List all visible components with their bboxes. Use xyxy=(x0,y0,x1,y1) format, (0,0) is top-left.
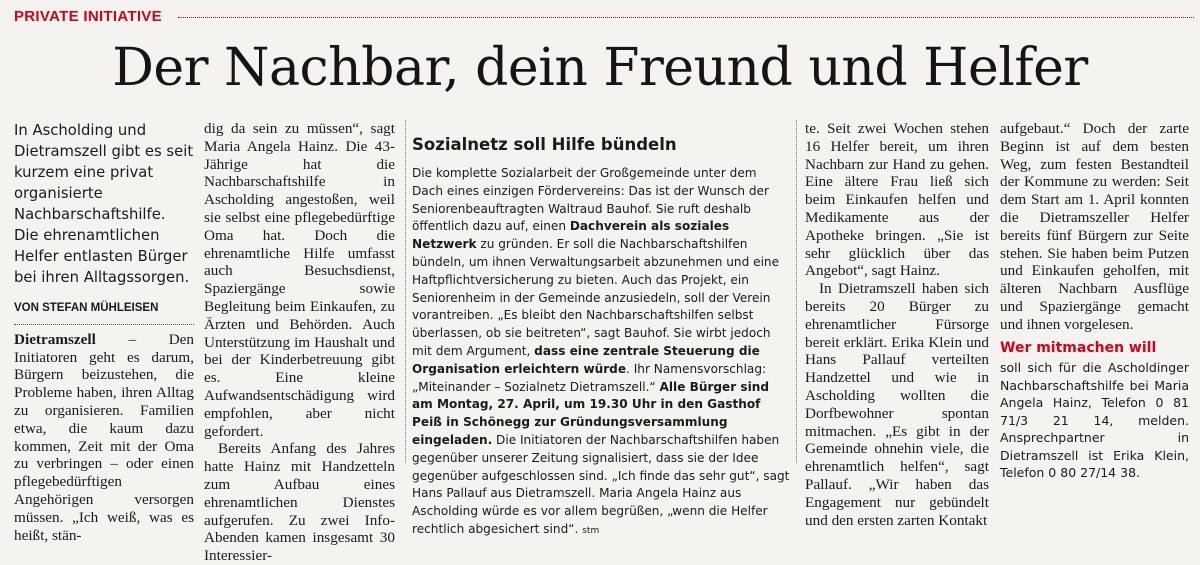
lead-paragraph: In Ascholding und Dietramszell gibt es seit kurzem eine privat organisierte Nachbarschaftshilfe. Die ehrenamtlichen Helfer entlasten Bürger bei ihren Alltagssorgen. xyxy=(14,122,194,286)
col3-paragraph-2: In Dietramszell haben sich bereits 20 Bürger zu ehrenamtlicher Fürsorge bereit erklärt. Erika Klein und Hans Pallauf verteilten Handzettel und wie in Ascholding wollten die Dorfbewohner spontan mitmachen. „Es gibt in der Gemeinde ohnehin viele, die ehrenamtlich helfen“, sagt Pallauf. „Wir haben das Engagement nur gebündelt und den ersten zarten Kontakt xyxy=(805,280,989,529)
info-heading: Wer mitmachen will xyxy=(1000,339,1157,356)
col2-paragraph-2: Bereits Anfang des Jahres hatte Hainz mit Handzetteln zum Aufbau eines ehrenamtlichen Dienstes aufgerufen. Zu zwei Info-Abenden kamen insgesamt 30 Interessier- xyxy=(204,440,395,565)
infobox-body xyxy=(412,165,790,541)
author-byline: VON STEFAN MÜHLEISEN xyxy=(14,302,159,314)
col1-text: – Den Initiatoren geht es darum, Bürgern beizustehen, die Probleme haben, ihren Alltag zu organisieren. Familien etwa, die kaum dazu kommen, Zeit mit der Oma zu verbringen – oder einen pflegebedürftigen Angehörigen versorgen müssen. „Ich weiß, was es heißt, stän- xyxy=(14,330,194,544)
infobox-paragraph xyxy=(412,165,790,541)
infobox-text-4: Die Initiatoren der Nachbarschaftshilfen haben gegenüber unserer Zeitung signalisiert, dass sie der Idee gegenüber aufgeschlossen sind. „Ich finde das sehr gut“, sagt Hans Pallauf aus Dietramszell. Maria Angela Hainz aus Ascholding würde es vor allem begrüßen, „wenn die Helfer rechtlich abgesichert sind“. xyxy=(412,432,790,536)
column-4 xyxy=(1000,120,1189,482)
infobox-text-3: . Ihr Namensvorschlag: „Miteinander – Sozialnetz Dietramszell.“ xyxy=(412,361,767,394)
infobox-signature: stm xyxy=(582,525,600,536)
col4-paragraph-1: aufgebaut.“ Doch der zarte Beginn ist auf dem besten Weg, zum festen Bestandteil der Kommune zu werden: Seit dem Start am 1. April konnten die Dietramszeller Helfer bereits fünf Bürgern zur Seite stehen. Sie haben beim Putzen und Einkaufen geholfen, mit älteren Nachbarn Ausflüge und Spaziergänge gemacht und ihnen vorgelesen. xyxy=(1000,120,1189,333)
infobox-text-2: zu gründen. Er soll die Nachbarschaftshilfen bündeln, um ihnen Verwaltungsarbeit abzunehmen und eine Haftpflichtversicherung zu bieten. Auch das Projekt, ein Seniorenheim in der Gemeinde anzusiedeln, soll der Verein vorantreiben. „Es bleibt den Nachbarschaftshilfen selbst überlassen, ob sie beitreten“, sagt Bauhof. Sie wirbt jedoch mit dem Argument, xyxy=(412,237,780,358)
infobox-bold-3: Alle Bürger sind am Montag, 27. April, um 19.30 Uhr in den Gasthof Peiß in Schönegg zur Gründungsversammlung eingeladen. xyxy=(412,379,770,447)
col1-paragraph xyxy=(14,331,194,545)
infobox-text-1: Die komplette Sozialarbeit der Großgemeinde unter dem Dach eines einzigen Fördervereins: Das ist der Wunsch der Seniorenbeauftragten Waltraud Bauhof. Sie ruft deshalb öffentlich dazu auf, einen xyxy=(412,166,769,234)
kicker-divider xyxy=(178,17,1194,18)
col3-paragraph-1: te. Seit zwei Wochen stehen 16 Helfer bereit, um ihren Nachbarn zur Hand zu gehen. Eine ältere Frau ließ sich beim Einkaufen helfen und Medikamente aus der Apotheke bringen. „Sie ist sehr glücklich über das Angebot“, sagt Hainz. xyxy=(805,120,989,280)
headline: Der Nachbar, dein Freund und Helfer xyxy=(112,38,1088,98)
dateline: Dietramszell xyxy=(14,330,96,348)
info-text: soll sich für die Ascholdinger Nachbarschaftshilfe bei Maria Angela Hainz, Telefon 0 81 71/3 21 14, melden. Ansprechpartner in Dietramszell ist Erika Klein, Telefon 0 80 27/14 38. xyxy=(1000,360,1189,481)
kicker-label: PRIVATE INITIATIVE xyxy=(14,8,162,25)
infobox-title: Sozialnetz soll Hilfe bündeln xyxy=(412,135,677,154)
column-3 xyxy=(805,120,989,529)
infobox-bold-2: dass eine zentrale Steuerung die Organisation erleichtern würde xyxy=(412,343,760,376)
infobox-bold-1: Dachverein als soziales Netzwerk xyxy=(412,219,730,252)
column-1 xyxy=(14,120,194,544)
col2-paragraph-1: dig da sein zu müssen“, sagt Maria Angela Hainz. Die 43-Jährige hat die Nachbarschaftshilfe in Ascholding angestoßen, weil sie selbst eine pflegebedürftige Oma hat. Doch die ehrenamtliche Hilfe umfasst auch Besuchsdienst, Spaziergänge sowie Begleitung beim Einkaufen, zu Ärzten und Behörden. Auch Unterstützung im Haushalt und bei der Kinderbetreuung gibt es. Eine kleine Aufwandsentschädigung wird empfohlen, aber nicht gefordert. xyxy=(204,120,395,440)
byline-divider xyxy=(14,324,194,325)
column-2 xyxy=(204,120,395,565)
